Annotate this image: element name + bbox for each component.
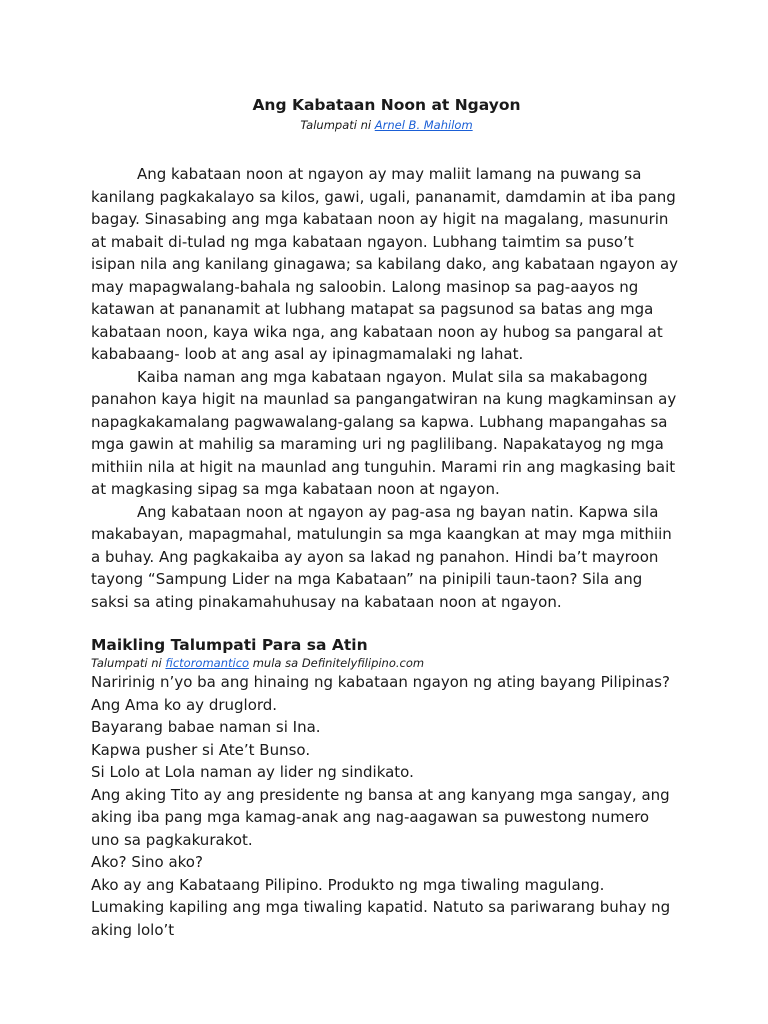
section-author-link[interactable]: fictoromantico [165, 656, 250, 670]
poem-line: Si Lolo at Lola naman ay lider ng sindikato. [91, 763, 414, 781]
author-link[interactable]: Arnel B. Mahilom [374, 118, 473, 132]
section-byline-prefix: Talumpati ni [91, 656, 166, 670]
section-byline [91, 656, 682, 671]
section-title: Maikling Talumpati Para sa Atin [91, 636, 368, 654]
poem-line: Ako? Sino ako? [91, 853, 203, 871]
poem-line: Ang Ama ko ay druglord. [91, 695, 278, 714]
poem-line: Bayarang babae naman si Ina. [91, 718, 321, 736]
poem-line: Ako ay ang Kabataang Pilipino. Produkto ng mga tiwaling magulang. Lumaking kapiling ang mga tiwaling kapatid. Natuto sa pariwarang buhay ng aking lolo’t [91, 875, 671, 939]
section-byline-suffix: mula sa Definitelyfilipino.com [249, 656, 425, 670]
poem-line: Kapwa pusher si Ate’t Bunso. [91, 740, 311, 759]
paragraph-2: Kaiba naman ang mga kabataan ngayon. Mulat sila sa makabagong panahon kaya higit na maunlad sa pangangatwiran na kung magkaminsan ay napagkakamalang pagwawalang-galang sa kapwa. Lubhang mapangahas sa mga gawin at mahilig sa maraming uri ng paglilibang. Napakatayog ng mga mithiin nila at higit na maunlad ang tunguhin. Marami rin ang magkasing bait at magkasing sipag sa mga kabataan noon at ngayon. [91, 367, 677, 498]
paragraph-1: Ang kabataan noon at ngayon ay may maliit lamang na puwang sa kanilang pagkakalayo sa kilos, gawi, ugali, pananamit, damdamin at iba pang bagay. Sinasabing ang mga kabataan noon ay higit na magalang, masunurin at mabait di-tulad ng mga kabataan ngayon. Lubhang taimtim sa puso’t isipan nila ang kanilang ginagawa; sa kabilang dako, ang kabataan ngayon ay may mapagwalang-bahala ng saloobin. Lalong masinop sa pag-aayos ng katawan at pananamit at lubhang matapat sa pagsunod sa batas ang mga kabataan noon, kaya wika nga, ang kabataan noon ay hubog sa pangaral at kababaang- loob at ang asal ay ipinagmamalaki ng lahat. [91, 165, 679, 363]
article-title: Ang Kabataan Noon at Ngayon [252, 96, 521, 114]
poem-line: Ang aking Tito ay ang presidente ng bansa at ang kanyang mga sangay, ang aking iba pang mga kamag-anak ang nag-aagawan sa puwestong numero uno sa pagkakurakot. [91, 785, 670, 849]
article-byline [91, 117, 682, 133]
paragraph-3: Ang kabataan noon at ngayon ay pag-asa ng bayan natin. Kapwa sila makabayan, mapagmahal, matulungin sa mga kaangkan at may mga mithiin a buhay. Ang pagkakaiba ay ayon sa lakad ng panahon. Hindi ba’t mayroon tayong “Sampung Lider na mga Kabataan” na pinipili taun-taon? Sila ang saksi sa ating pinakamahuhusay na kabataan noon at ngayon. [91, 502, 672, 611]
poem-line: Naririnig n’yo ba ang hinaing ng kabataan ngayon ng ating bayang Pilipinas? [91, 673, 670, 691]
byline-prefix: Talumpati ni [300, 118, 375, 132]
